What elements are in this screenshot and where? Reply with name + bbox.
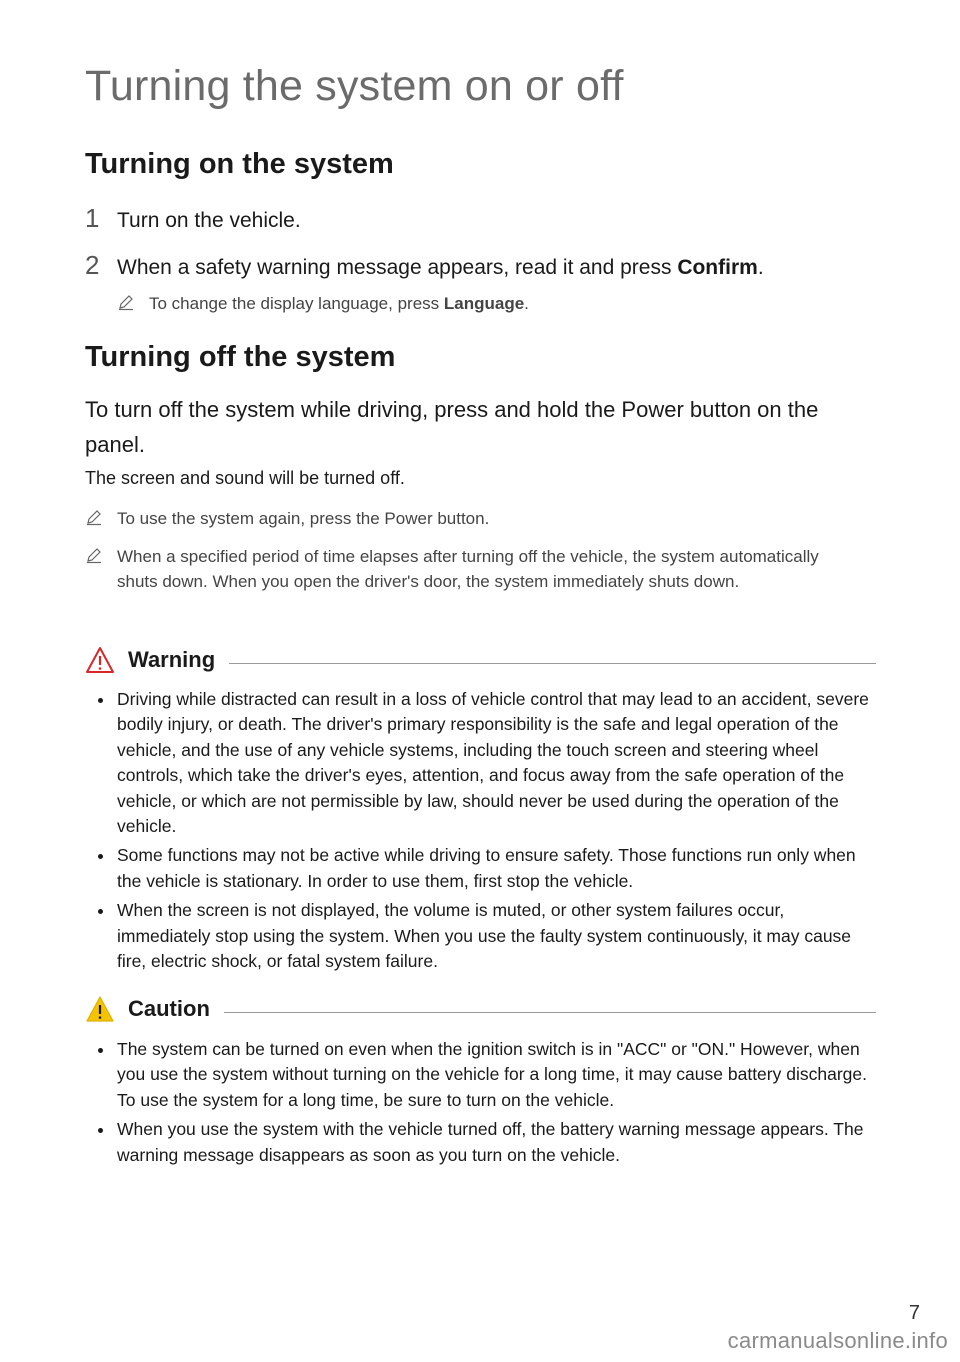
caution-header — [85, 994, 876, 1024]
note-language — [149, 291, 529, 316]
warning-list — [117, 687, 879, 978]
bullet-icon — [98, 854, 103, 859]
warning-header — [85, 645, 876, 675]
divider — [224, 1012, 876, 1013]
list-item-text: Driving while distracted can result in a loss of vehicle control that may lead to an accident, severe bodily injury, or death. The driver's primary responsibility is the safe and legal operation of the vehicle, and the use of any vehicle systems, including the touch screen and steering wheel controls, which take the driver's eyes, attention, and focus away from the safe operation of the vehicle, or which are not permissible by law, should never be used during the operation of the vehicle. — [117, 689, 869, 837]
caution-list — [117, 1037, 879, 1172]
caution-triangle-icon — [85, 995, 115, 1023]
section-heading-turning-off: Turning off the system — [85, 341, 396, 373]
list-item — [117, 898, 879, 974]
step-text-end: . — [757, 256, 764, 279]
pencil-icon — [117, 293, 135, 311]
divider — [229, 663, 876, 664]
warning-triangle-icon — [85, 646, 115, 674]
note-text: When a specified period of time elapses after turning off the vehicle, the system automatically shuts down. When you open the driver's door, the system immediately shuts down. — [117, 547, 819, 591]
note-text-end: . — [524, 294, 529, 313]
list-item — [117, 1037, 879, 1113]
bullet-icon — [98, 909, 103, 914]
step-2 — [85, 250, 764, 281]
step-1 — [85, 203, 301, 234]
step-text: Turn on the vehicle. — [117, 209, 301, 232]
note-auto-shutdown — [117, 544, 857, 594]
list-item — [117, 687, 879, 839]
list-item — [117, 1117, 879, 1168]
body-paragraph: The screen and sound will be turned off. — [85, 468, 405, 488]
note-text: To use the system again, press the Power button. — [117, 509, 490, 528]
lead-paragraph: To turn off the system while driving, press and hold the Power button on the panel. — [85, 397, 819, 457]
step-text: When a safety warning message appears, read it and press — [117, 256, 678, 279]
list-item-text: Some functions may not be active while driving to ensure safety. Those functions run only when the vehicle is stationary. In order to use them, first stop the vehicle. — [117, 845, 856, 891]
warning-label: Warning — [128, 647, 216, 672]
section-heading-turning-on: Turning on the system — [85, 148, 394, 180]
list-item-text: The system can be turned on even when the ignition switch is in "ACC" or "ON." However, when you use the system without turning on the vehicle for a long time, it may cause battery discharge. To use the system for a long time, be sure to turn on the vehicle. — [117, 1039, 867, 1110]
bullet-icon — [98, 1128, 103, 1133]
pencil-icon — [85, 546, 103, 564]
step-number: 1 — [85, 203, 100, 233]
pencil-icon — [85, 508, 103, 526]
note-text: To change the display language, press — [149, 294, 444, 313]
page-title: Turning the system on or off — [85, 62, 624, 110]
step-number: 2 — [85, 250, 100, 280]
step-bold-label: Confirm — [677, 256, 758, 279]
bullet-icon — [98, 698, 103, 703]
page-number: 7 — [908, 1302, 920, 1324]
note-power-again — [117, 506, 857, 531]
watermark: carmanualsonline.info — [727, 1328, 948, 1353]
list-item — [117, 843, 879, 894]
note-bold-label: Language — [443, 294, 525, 313]
list-item-text: When the screen is not displayed, the volume is muted, or other system failures occur, immediately stop using the system. When you use the faulty system continuously, it may cause fire, electric shock, or fatal system failure. — [117, 900, 852, 972]
bullet-icon — [98, 1048, 103, 1053]
caution-label: Caution — [128, 996, 210, 1021]
list-item-text: When you use the system with the vehicle turned off, the battery warning message appears. The warning message disappears as soon as you turn on the vehicle. — [117, 1119, 864, 1165]
